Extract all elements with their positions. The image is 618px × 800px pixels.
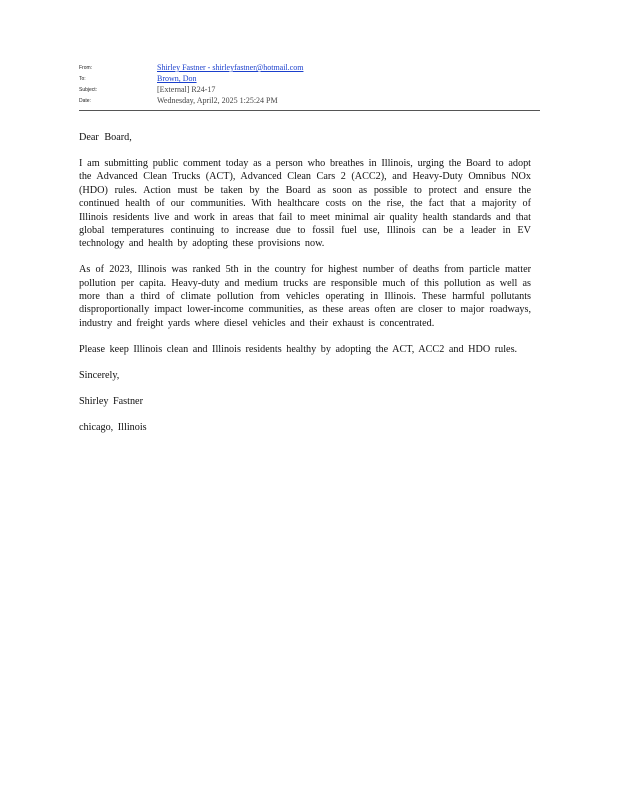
paragraph-2: As of 2023, Illinois was ranked 5th in the country for highest number of deaths from particle matter pollution per capita. Heavy-duty and medium trucks are responsible much of this pollution as well as more than a third of climate pollution from vehicles operating in Illinois. These harmful pollutants disproportionally impact lower-income communities, as these areas often are closer to major roadways, industry and freight yards where diesel vehicles and their exhaust is concentrated. [79, 264, 531, 329]
paragraph-3: Please keep Illinois clean and Illinois residents healthy by adopting the ACT, ACC2 and HDO rules. [79, 343, 518, 355]
date-value: Wednesday, April2, 2025 1:25:24 PM [157, 96, 278, 105]
signature: Shirley Fastner [79, 395, 143, 407]
to-label: To: [79, 75, 86, 82]
subject-label: Subject: [79, 86, 98, 93]
letter-body [79, 131, 531, 446]
sender-location: chicago, Illinois [79, 421, 147, 433]
paragraph-1: I am submitting public comment today as a person who breathes in Illinois, urging the Board to adopt the Advanced Clean Trucks (ACT), Advanced Clean Cars 2 (ACC2), and Heavy-Duty Omnibus NOx (HDO) rules. Action must be taken by the Board as soon as possible to protect and ensure the continued health of our communities. With healthcare costs on the rise, the fact that a majority of Illinois residents live and work in areas that fail to meet minimal air quality health standards and that global temperatures continuing to increase due to fossil fuel use, Illinois can be a leader in EV technology and health by adopting these provisions now. [79, 157, 531, 250]
salutation: Dear Board, [79, 132, 132, 143]
header-divider [79, 110, 540, 111]
date-label: Date: [79, 97, 91, 104]
from-sender-link[interactable]: Shirley Fastner - shirleyfastner@hotmail.com [157, 63, 304, 72]
date-row [79, 95, 541, 106]
subject-value: [External] R24-17 [157, 85, 216, 94]
email-header [79, 62, 541, 106]
closing: Sincerely, [79, 369, 120, 381]
subject-row [79, 84, 541, 95]
to-row [79, 73, 541, 84]
from-label: From: [79, 64, 93, 71]
from-row [79, 62, 541, 73]
to-recipient-link[interactable]: Brown, Don [157, 74, 197, 83]
